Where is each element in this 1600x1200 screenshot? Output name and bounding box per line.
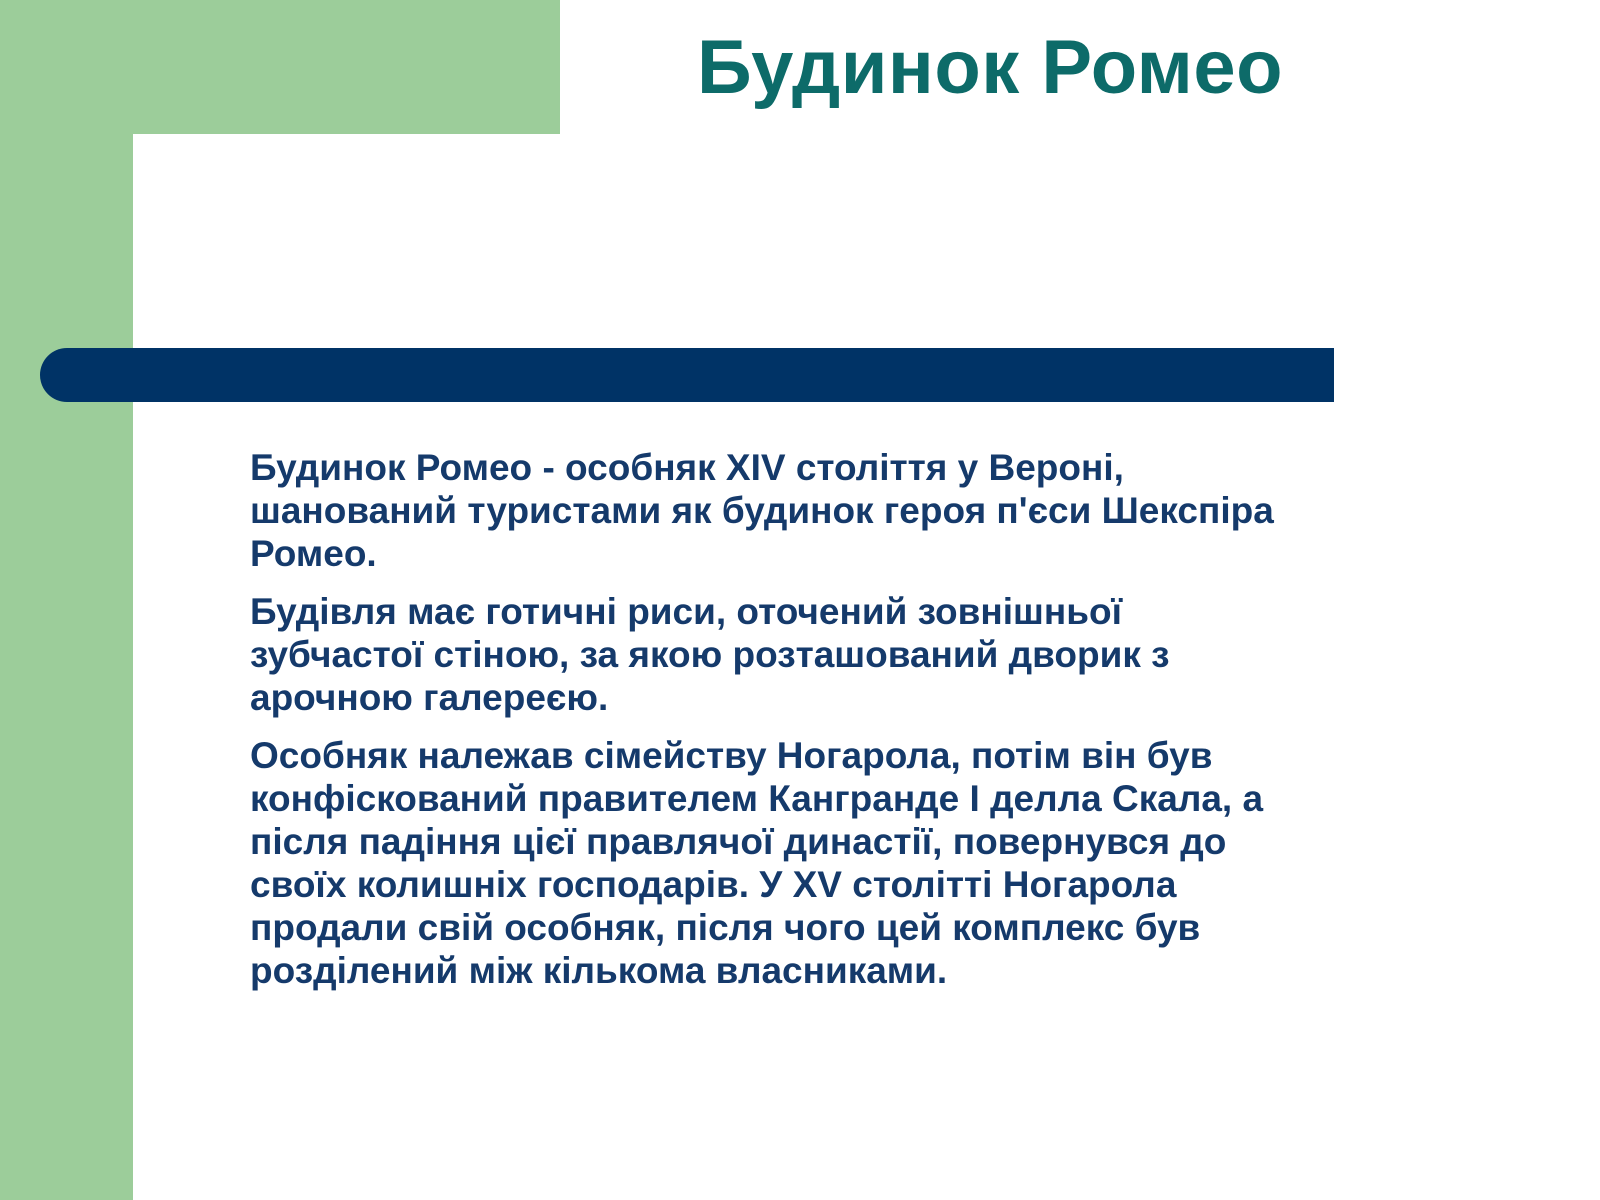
slide-body (250, 446, 1280, 1007)
paragraph-1: Будинок Ромео - особняк XIV століття у Вероні, шанований туристами як будинок героя п'єси Шекспіра Ромео. (250, 447, 1274, 574)
divider-bar (40, 348, 1334, 402)
slide-title: Будинок Ромео (696, 25, 1284, 110)
green-frame-left (0, 0, 133, 1200)
paragraph-2: Будівля має готичні риси, оточений зовнішньої зубчастої стіною, за якою розташований дворик з арочною галереєю. (250, 591, 1170, 718)
paragraph-3: Особняк належав сімейству Ногарола, потім він був конфіскований правителем Кангранде I делла Скала, а після падіння цієї правлячої династії, повернувся до своїх колишніх господарів. У XV столітті Ногарола продали свій особняк, після чого цей комплекс був розділений між кількома власниками. (250, 735, 1264, 991)
